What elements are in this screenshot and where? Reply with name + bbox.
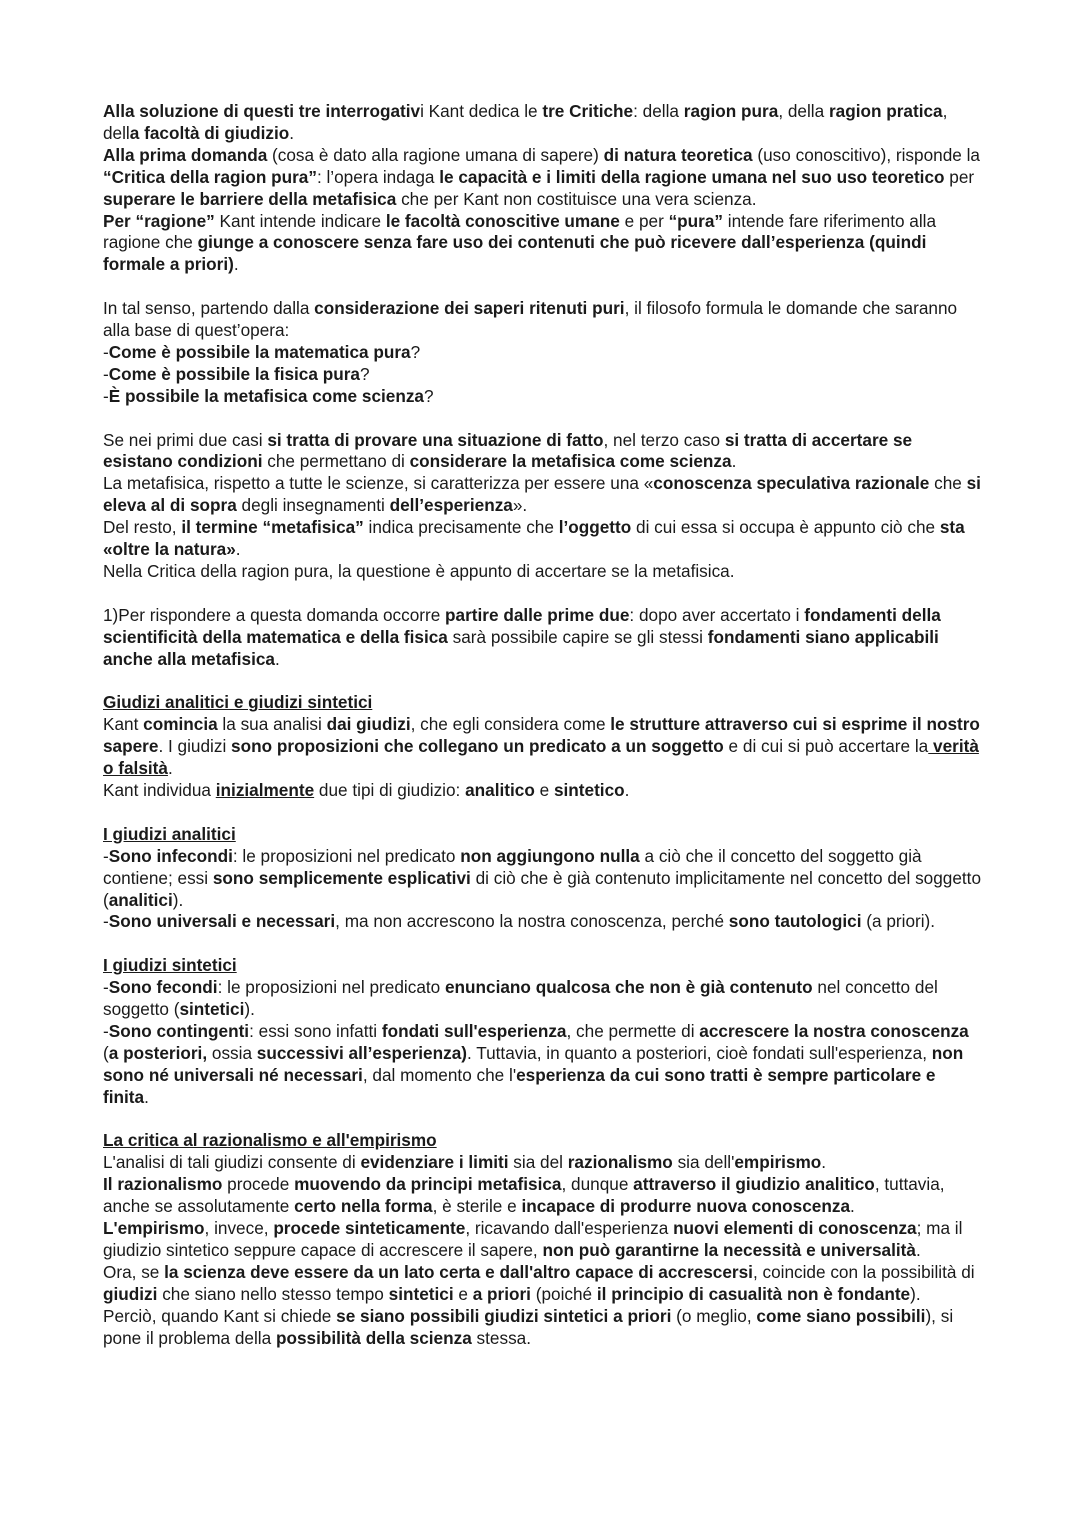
text-run: di ciò che è già contenuto implicitamente nel concetto del soggetto (: [103, 867, 982, 910]
bold-text-run: comincia: [143, 714, 218, 735]
text-run: , dell: [103, 101, 948, 143]
bold-text-run: dai giudizi: [326, 714, 411, 735]
text-run: la sua analisi: [217, 714, 327, 735]
text-run: : le proposizioni nel predicato: [217, 977, 445, 998]
text-run: i Kant dedica le: [420, 101, 543, 121]
paragraph: [103, 517, 983, 561]
paragraph: [103, 473, 983, 517]
section: [103, 692, 983, 802]
text-run: (cosa è dato alla ragione umana di sapere): [267, 144, 604, 165]
section: [103, 955, 983, 1108]
bold-text-run: accrescere la nostra conoscenza: [699, 1020, 969, 1041]
bold-text-run: non sono né universali né necessari: [103, 1042, 964, 1085]
bold-text-run: Alla soluzione di questi tre interrogativ: [103, 101, 421, 121]
text-run: stessa.: [471, 1327, 532, 1348]
paragraph: [103, 386, 983, 408]
text-run: , ma non accrescono la nostra conoscenza, perché: [335, 911, 729, 932]
bold-text-run: superare le barriere della metafisica: [103, 188, 397, 209]
text-run: .: [731, 451, 737, 472]
paragraph-gap: [103, 408, 983, 430]
text-run: .: [850, 1196, 855, 1217]
text-run: ; ma il giudizio sintetico seppure capace di accrescere il sapere,: [103, 1218, 963, 1261]
bold-text-run: ragion pura: [683, 101, 779, 121]
paragraph: [103, 561, 983, 583]
bold-text-run: fondati sull'esperienza: [381, 1020, 567, 1041]
text-run: .: [144, 1086, 149, 1107]
bold-text-run: se siano possibili giudizi sintetici a priori: [336, 1305, 672, 1326]
text-run: , coincide con la possibilità di: [752, 1261, 975, 1282]
text-run: ?: [359, 363, 370, 384]
text-run: (a priori).: [861, 911, 936, 932]
text-run: Nella Critica della ragion pura, la questione è appunto di accertare se la metafisica.: [103, 561, 735, 581]
text-run: .: [915, 1240, 921, 1261]
text-run: di cui essa si occupa è appunto ciò che: [631, 517, 940, 538]
bold-text-run: È possibile la metafisica come scienza: [108, 385, 424, 406]
text-run: Kant intende indicare: [214, 210, 386, 231]
bold-text-run: giudizi: [103, 1283, 158, 1304]
paragraph: [103, 211, 983, 277]
section: [103, 1130, 983, 1349]
text-run: ).: [244, 999, 255, 1020]
bold-text-run: evidenziare i limiti: [360, 1152, 509, 1173]
text-run: -: [103, 341, 109, 362]
paragraph: [103, 1152, 983, 1174]
text-run: per: [944, 166, 975, 187]
section: [103, 101, 983, 276]
bold-text-run: le facoltà conoscitive umane: [385, 210, 620, 231]
text-run: .: [289, 122, 295, 143]
text-run: (uso conoscitivo), risponde la: [752, 144, 980, 165]
bold-text-run: come siano possibili: [756, 1305, 926, 1326]
bold-text-run: esperienza da cui sono tratti è sempre particolare e finita: [103, 1064, 936, 1107]
text-run: nel concetto del soggetto (: [103, 977, 938, 1020]
text-run: ).: [172, 889, 184, 910]
bold-text-run: enunciano qualcosa che non è già contenuto: [444, 977, 813, 998]
bold-text-run: procede sinteticamente: [273, 1218, 466, 1239]
bold-text-run: possibilità della scienza: [275, 1327, 472, 1348]
bold-text-run: sta «oltre la natura»: [103, 517, 965, 560]
bold-text-run: Sono contingenti: [108, 1020, 250, 1041]
bold-text-run: Il razionalismo: [103, 1174, 223, 1195]
bold-text-run: a posteriori,: [108, 1042, 208, 1063]
bold-text-run: Per “ragione”: [103, 210, 215, 231]
text-run: -: [103, 385, 109, 406]
text-run: .: [624, 780, 630, 801]
bold-text-run: le strutture attraverso cui si esprime il nostro sapere: [103, 714, 980, 757]
text-run: ?: [423, 385, 434, 406]
paragraph: [103, 342, 983, 364]
text-run: Se nei primi due casi: [103, 429, 268, 450]
bold-text-run: L'empirismo: [103, 1218, 205, 1239]
bold-text-run: analitico: [465, 780, 535, 801]
paragraph: [103, 977, 983, 1021]
text-run: 1)Per rispondere a questa domanda occorre: [103, 604, 446, 625]
bold-text-run: di natura teoretica: [603, 144, 753, 165]
paragraph: [103, 1174, 983, 1218]
bold-text-run: empirismo: [734, 1152, 822, 1173]
bold-text-run: fondamenti della scientificità della matematica e della fisica: [103, 604, 941, 647]
bold-text-run: il principio di casualità non è fondante: [596, 1283, 911, 1304]
text-run: sia del: [508, 1152, 568, 1173]
bold-text-run: “Critica della ragion pura”: [103, 166, 317, 187]
bold-text-run: non può garantirne la necessità e universalità: [542, 1240, 916, 1261]
bold-text-run: si tratta di accertare se esistano condizioni: [103, 429, 913, 472]
bold-text-run: considerazione dei saperi ritenuti puri: [314, 298, 625, 319]
text-run: .: [274, 648, 280, 669]
text-run: Ora, se: [103, 1261, 165, 1282]
bold-text-run: le capacità e i limiti della ragione umana nel suo uso teoretico: [439, 166, 945, 187]
bold-text-run: analitici: [108, 889, 173, 910]
paragraph: [103, 430, 983, 474]
text-run: ».: [512, 495, 528, 516]
text-run: ?: [410, 341, 421, 362]
bold-text-run: Sono fecondi: [108, 977, 218, 998]
bold-text-run: attraverso il giudizio analitico: [633, 1174, 875, 1195]
text-run: sia dell': [672, 1152, 735, 1173]
bold-text-run: dell’esperienza: [389, 495, 513, 516]
text-run: a ciò che il concetto del soggetto già contiene; essi: [103, 845, 922, 888]
text-run: procede: [222, 1174, 295, 1195]
text-run: , che egli considera come: [410, 714, 611, 735]
section: [103, 824, 983, 934]
text-run: ).: [910, 1283, 921, 1304]
text-run: In tal senso, partendo dalla: [103, 298, 315, 319]
text-run: .: [233, 254, 239, 275]
paragraph: [103, 1021, 983, 1109]
paragraph: [103, 101, 983, 145]
paragraph: [103, 846, 983, 912]
bold-text-run: la scienza deve essere da un lato certa e dall'altro capace di accrescersi: [164, 1261, 753, 1282]
paragraph: [103, 364, 983, 386]
section-heading: I giudizi sintetici: [103, 955, 237, 976]
bold-text-run: sono tautologici: [728, 911, 862, 932]
text-run: , è sterile e: [432, 1196, 522, 1217]
text-run: L'analisi di tali giudizi consente di: [103, 1152, 361, 1173]
bold-text-run: partire dalle prime due: [445, 604, 630, 625]
bold-text-run: Alla prima domanda: [103, 144, 268, 165]
bold-text-run: giunge a conoscere senza fare uso dei contenuti che può ricevere dall’esperienza (quindi formale a priori): [103, 232, 927, 275]
bold-text-run: sono semplicemente esplicativi: [212, 867, 471, 888]
bold-text-run: “pura”: [668, 210, 724, 231]
text-run: -: [103, 1020, 109, 1041]
text-run: -: [103, 911, 109, 932]
bold-text-run: Sono infecondi: [108, 845, 233, 866]
bold-text-run: conoscenza speculativa razionale: [653, 473, 930, 494]
bold-text-run: fondamenti siano applicabili anche alla metafisica: [103, 626, 939, 669]
bold-text-run: muovendo da principi metafisica: [294, 1174, 562, 1195]
bold-text-run: si tratta di provare una situazione di fatto: [267, 429, 604, 450]
paragraph: [103, 780, 983, 802]
bold-text-run: non aggiungono nulla: [460, 845, 640, 866]
paragraph: [103, 298, 983, 342]
section: [103, 605, 983, 671]
text-run: Perciò, quando Kant si chiede: [103, 1305, 337, 1326]
text-run: due tipi di giudizio:: [314, 780, 466, 801]
paragraph: [103, 1262, 983, 1306]
paragraph: [103, 1218, 983, 1262]
bold-text-run: tre Critiche: [542, 101, 634, 121]
text-run: -: [103, 845, 109, 866]
text-run: che permettano di: [262, 451, 410, 472]
text-run: , della: [778, 101, 829, 121]
bold-text-run: razionalismo: [567, 1152, 673, 1173]
text-run: e: [534, 780, 554, 801]
paragraph-gap: [103, 802, 983, 824]
text-run: : l’opera indaga: [316, 166, 440, 187]
text-run: -: [103, 977, 109, 998]
paragraph-gap: [103, 933, 983, 955]
bold-text-run: l’oggetto: [558, 517, 632, 538]
paragraph: [103, 911, 983, 933]
bold-text-run: a priori: [472, 1283, 531, 1304]
text-run: (poiché: [530, 1283, 597, 1304]
bold-text-run: considerare la metafisica come scienza: [409, 451, 732, 472]
bold-text-run: ragion pratica: [828, 101, 943, 121]
text-run: , tuttavia, anche se assolutamente: [103, 1174, 945, 1217]
text-run: (: [103, 1042, 109, 1063]
paragraph: [103, 714, 983, 780]
text-run: e di cui si può accertare la: [723, 736, 929, 757]
bold-text-run: Sono universali e necessari: [108, 911, 336, 932]
bold-text-run: a facoltà di giudizio: [129, 122, 290, 143]
bold-text-run: Come è possibile la fisica pura: [108, 363, 360, 384]
text-run: . Tuttavia, in quanto a posteriori, cioè fondati sull'esperienza,: [467, 1042, 932, 1063]
paragraph-gap: [103, 583, 983, 605]
bold-text-run: incapace di produrre nuova conoscenza: [521, 1196, 850, 1217]
paragraph-gap: [103, 1109, 983, 1131]
text-run: , ricavando dall'esperienza: [465, 1218, 674, 1239]
paragraph-gap: [103, 671, 983, 693]
text-run: , invece,: [204, 1218, 274, 1239]
text-run: ), si pone il problema della: [103, 1305, 954, 1348]
text-run: che siano nello stesso tempo: [157, 1283, 389, 1304]
text-run: .: [235, 539, 241, 560]
bold-text-run: sintetici: [388, 1283, 454, 1304]
paragraph: [103, 1306, 983, 1350]
text-run: (o meglio,: [671, 1305, 757, 1326]
text-run: .: [821, 1152, 827, 1173]
bold-text-run: successivi all’esperienza): [256, 1042, 467, 1063]
bold-text-run: certo nella forma: [294, 1196, 433, 1217]
text-run: che: [929, 473, 967, 494]
bold-text-run: si eleva al di sopra: [103, 473, 981, 516]
bold-text-run: inizialmente: [215, 780, 315, 801]
text-run: ossia: [207, 1042, 257, 1063]
text-run: sarà possibile capire se gli stessi: [447, 626, 708, 647]
paragraph: [103, 145, 983, 211]
text-run: La metafisica, rispetto a tutte le scienze, si caratterizza per essere una «: [103, 473, 654, 494]
text-run: e: [453, 1283, 473, 1304]
text-run: Kant: [103, 714, 144, 735]
text-run: : dopo aver accertato i: [629, 604, 805, 625]
section: [103, 430, 983, 583]
text-run: .: [167, 758, 173, 779]
bold-text-run: sintetico: [553, 780, 625, 801]
text-run: indica precisamente che: [363, 517, 559, 538]
text-run: , che permette di: [566, 1020, 700, 1041]
text-run: . I giudizi: [158, 736, 232, 757]
document-page: [103, 101, 983, 1350]
text-run: Kant individua: [103, 780, 216, 801]
text-run: , il filosofo formula le domande che saranno alla base di quest’opera:: [103, 298, 958, 341]
section: [103, 298, 983, 408]
section-heading: La critica al razionalismo e all'empirismo: [103, 1130, 437, 1151]
text-run: che per Kant non costituisce una vera scienza.: [396, 188, 757, 209]
bold-text-run: il termine “metafisica”: [181, 517, 364, 538]
bold-text-run: sintetici: [179, 999, 245, 1020]
text-run: degli insegnamenti: [236, 495, 390, 516]
text-run: -: [103, 363, 109, 384]
text-run: , dunque: [561, 1174, 634, 1195]
text-run: Del resto,: [103, 517, 182, 538]
bold-text-run: verità o falsità: [103, 736, 979, 779]
paragraph-gap: [103, 276, 983, 298]
text-run: : essi sono infatti: [249, 1020, 382, 1041]
text-run: : le proposizioni nel predicato: [232, 845, 461, 866]
text-run: : della: [633, 101, 684, 121]
paragraph: [103, 605, 983, 671]
section-heading: I giudizi analitici: [103, 823, 236, 844]
text-run: , nel terzo caso: [603, 429, 725, 450]
text-run: intende fare riferimento alla ragione che: [103, 210, 937, 253]
bold-text-run: Come è possibile la matematica pura: [108, 341, 411, 362]
bold-text-run: nuovi elementi di conoscenza: [673, 1218, 917, 1239]
bold-text-run: sono proposizioni che collegano un predicato a un soggetto: [231, 736, 724, 757]
text-run: e per: [619, 210, 669, 231]
text-run: , dal momento che l': [362, 1064, 517, 1085]
section-heading: Giudizi analitici e giudizi sintetici: [103, 692, 373, 713]
